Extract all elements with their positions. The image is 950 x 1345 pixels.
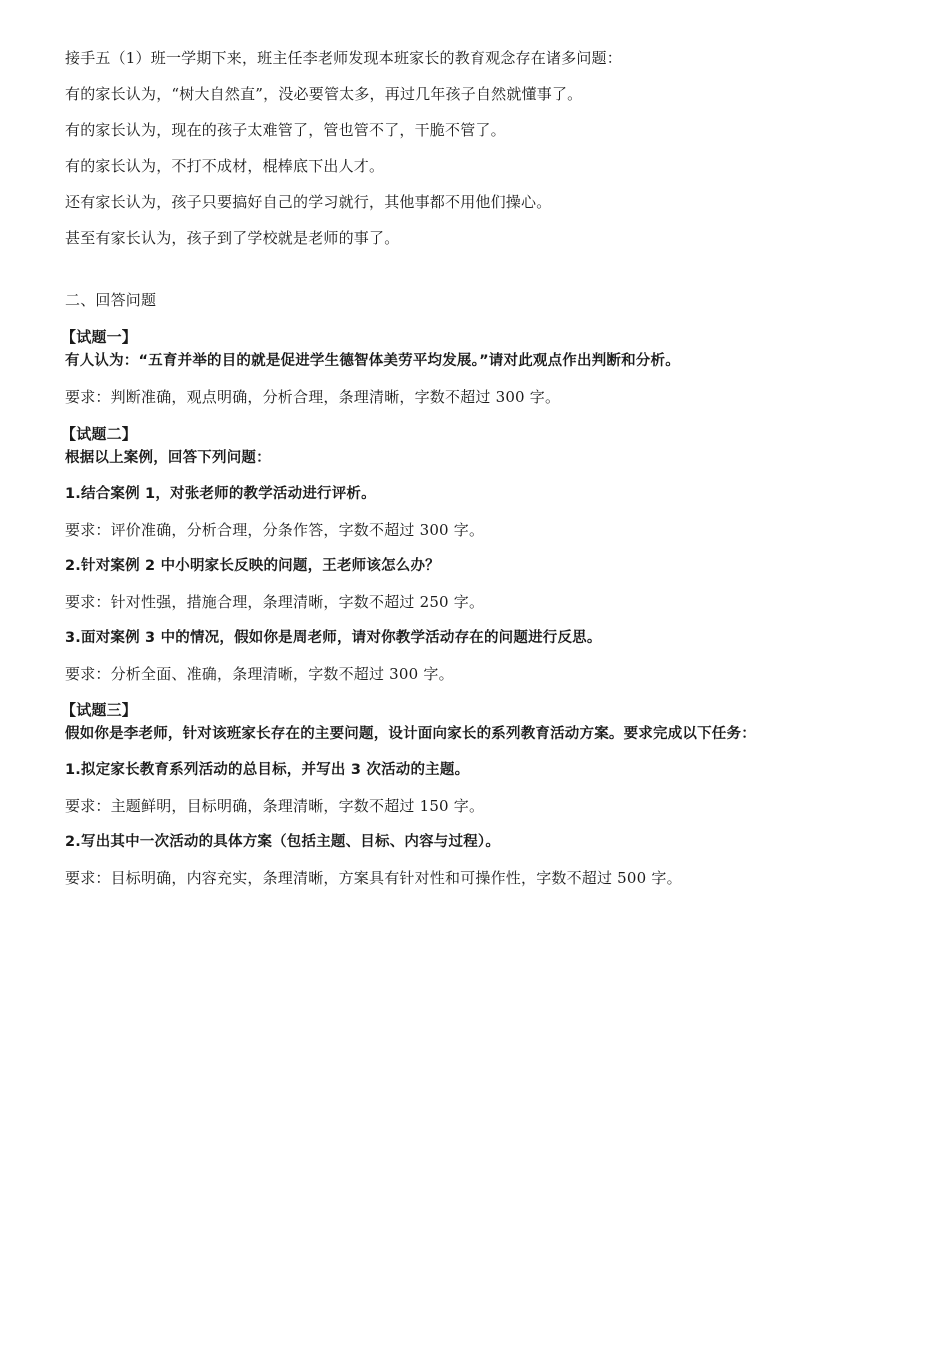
question-2-item-2: 2.针对案例 2 中小明家长反映的问题，王老师该怎么办？ [65, 558, 440, 574]
parent-view-1: 有的家长认为，“树大自然直”，没必要管太多，再过几年孩子自然就懂事了。 [65, 85, 583, 103]
question-3-item-2: 2.写出其中一次活动的具体方案（包括主题、目标、内容与过程）。 [65, 834, 501, 850]
question-2-item-3: 3.面对案例 3 中的情况，假如你是周老师，请对你教学活动存在的问题进行反思。 [65, 630, 602, 646]
parent-view-2: 有的家长认为，现在的孩子太难管了，管也管不了，干脆不管了。 [65, 121, 506, 139]
question-2-item-1: 1.结合案例 1，对张老师的教学活动进行评析。 [65, 486, 376, 502]
question-2-label: 【试题二】 [61, 425, 138, 443]
question-2-item-3-requirement: 要求：分析全面、准确，条理清晰，字数不超过 300 字。 [65, 665, 454, 683]
question-3-item-2-requirement: 要求：目标明确，内容充实，条理清晰，方案具有针对性和可操作性，字数不超过 500 字。 [65, 869, 682, 887]
question-3-item-1: 1.拟定家长教育系列活动的总目标，并写出 3 次活动的主题。 [65, 762, 470, 778]
case-intro: 接手五（1）班一学期下来，班主任李老师发现本班家长的教育观念存在诸多问题： [65, 49, 622, 67]
parent-view-3: 有的家长认为，不打不成材，棍棒底下出人才。 [65, 157, 385, 175]
question-1-prompt: 有人认为：“五育并举的目的就是促进学生德智体美劳平均发展。”请对此观点作出判断和分析。 [65, 353, 680, 369]
question-2-item-2-requirement: 要求：针对性强，措施合理，条理清晰，字数不超过 250 字。 [65, 593, 485, 611]
question-2-item-1-requirement: 要求：评价准确，分析合理，分条作答，字数不超过 300 字。 [65, 521, 485, 539]
section-heading: 二、回答问题 [65, 291, 157, 309]
question-3-label: 【试题三】 [61, 701, 138, 719]
question-1-requirement: 要求：判断准确，观点明确，分析合理，条理清晰，字数不超过 300 字。 [65, 388, 561, 406]
question-3-item-1-requirement: 要求：主题鲜明，目标明确，条理清晰，字数不超过 150 字。 [65, 797, 485, 815]
parent-view-4: 还有家长认为，孩子只要搞好自己的学习就行，其他事都不用他们操心。 [65, 193, 552, 211]
question-1-label: 【试题一】 [61, 328, 138, 346]
parent-view-5: 甚至有家长认为，孩子到了学校就是老师的事了。 [65, 229, 400, 247]
question-3-prompt: 假如你是李老师，针对该班家长存在的主要问题，设计面向家长的系列教育活动方案。要求完成以下任务： [65, 726, 756, 742]
question-2-prompt: 根据以上案例，回答下列问题： [65, 450, 271, 466]
